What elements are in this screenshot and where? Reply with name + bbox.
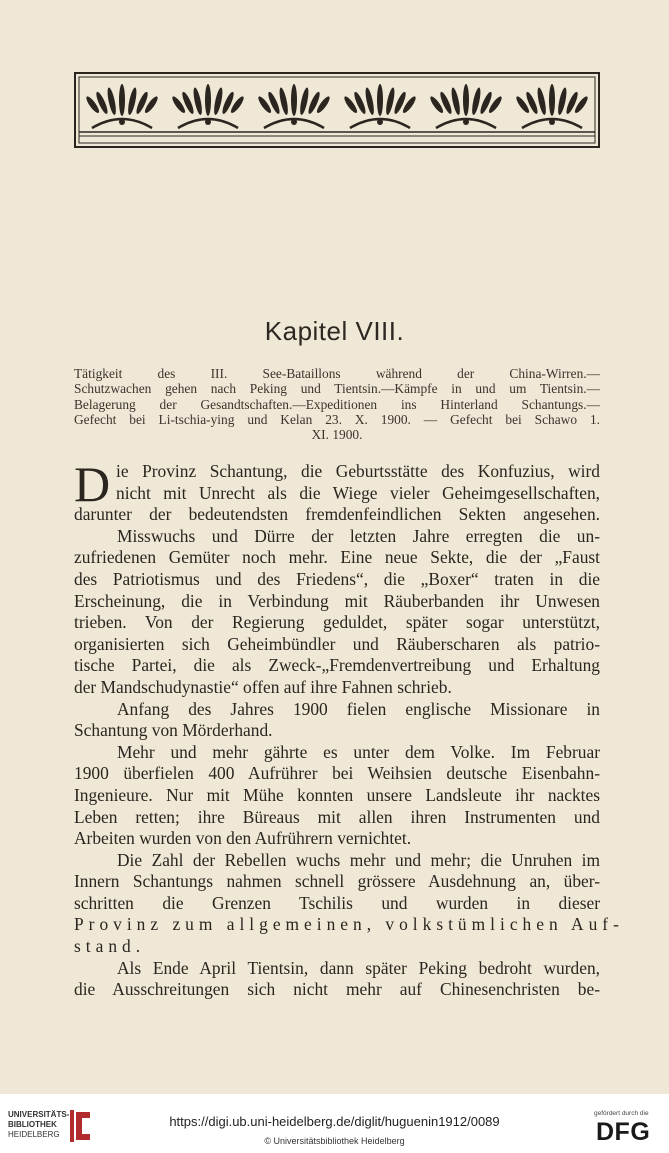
text-line: Erscheinung, die in Verbindung mit Räuberbanden ihr Unwesen	[74, 590, 600, 611]
text-line: des Patriotismus und des Friedens“, die „Boxer“ traten in die	[74, 568, 600, 589]
text-line: stand.	[74, 936, 146, 957]
text-line: Die Zahl der Rebellen wuchs mehr und mehr; die Unruhen im	[117, 849, 600, 870]
text-line: Arbeiten wurden von den Aufrührern vernichtet.	[74, 828, 412, 849]
text-line: darunter der bedeutendsten fremdenfeindlichen Sekten angesehen.	[74, 504, 600, 525]
text-line: schritten die Grenzen Tschilis und wurden in dieser	[74, 892, 600, 913]
summary-line: Schutzwachen gehen nach Peking und Tientsin.—Kämpfe in und um Tientsin.—	[74, 381, 600, 397]
text-line: ie Provinz Schantung, die Geburtsstätte des Konfuzius, wird	[116, 461, 600, 481]
text-line: Schantung von Mörderhand.	[74, 720, 273, 741]
text-line: Ingenieure. Nur mit Mühe konnten unsere Landsleute ihr nacktes	[74, 784, 600, 805]
copyright-notice: © Universitätsbibliothek Heidelberg	[264, 1136, 405, 1146]
text-line: 1900 überfielen 400 Aufrührer bei Weihsien deutsche Eisenbahn-	[74, 763, 600, 784]
text-line: Innern Schantungs nahmen schnell grössere Ausdehnung an, über-	[74, 871, 600, 892]
funded-by-label: gefördert durch die	[594, 1110, 649, 1117]
palmette-ornament	[514, 84, 589, 128]
text-line: zufriedenen Gemüter noch mehr. Eine neue Sekte, die der „Faust	[74, 547, 600, 568]
text-line: Anfang des Jahres 1900 fielen englische Missionare in	[117, 698, 600, 719]
text-line: tische Partei, die als Zweck-„Fremdenvertreibung und Erhaltung	[74, 655, 600, 676]
text-line: Misswuchs und Dürre der letzten Jahre erregten die un-	[117, 525, 600, 546]
palmette-ornament	[170, 84, 245, 128]
permalink-url[interactable]: https://digi.ub.uni-heidelberg.de/diglit/huguenin1912/0089	[169, 1114, 500, 1129]
palmette-ornament	[256, 84, 331, 128]
palmette-ornament	[428, 84, 503, 128]
library-name-line: BIBLIOTHEK	[8, 1120, 57, 1129]
text-line: organisierten sich Geheimbündler und Räuberscharen als patrio-	[74, 633, 600, 654]
summary-line: Gefecht bei Li-tschia-ying und Kelan 23. X. 1900. — Gefecht bei Schawo 1.	[74, 411, 600, 427]
text-line: Leben retten; ihre Büreaus mit allen ihren Instrumenten und	[74, 806, 600, 827]
ornamental-header-band	[74, 72, 600, 148]
text-line: nicht mit Unrecht als die Wiege vieler Geheimgesellschaften,	[116, 482, 600, 503]
palmette-ornament	[342, 84, 417, 128]
text-line: Provinz zum allgemeinen, volkstümlichen Auf-	[74, 914, 624, 935]
dfg-logo: DFG	[596, 1118, 651, 1146]
text-line: der Mandschudynastie“ offen auf ihre Fahnen schrieb.	[74, 676, 452, 697]
palmette-ornament	[84, 84, 159, 128]
text-line: die Ausschreitungen sich nicht mehr auf Chinesenchristen be-	[74, 979, 600, 1000]
text-line: Mehr und mehr gährte es unter dem Volke. Im Februar	[117, 741, 600, 762]
summary-line: Belagerung der Gesandtschaften.—Expeditionen ins Hinterland Schantungs.—	[74, 396, 600, 412]
library-name-line: HEIDELBERG	[8, 1130, 60, 1139]
summary-line: Tätigkeit des III. See-Bataillons während der China-Wirren.—	[74, 366, 600, 381]
library-name-line: UNIVERSITÄTS-	[8, 1110, 70, 1119]
chapter-title: Kapitel VIII.	[264, 316, 405, 346]
text-line: Als Ende April Tientsin, dann später Peking bedroht wurden,	[117, 957, 600, 978]
drop-cap: D	[74, 456, 111, 512]
chapter-summary	[74, 366, 600, 442]
body-text	[74, 456, 624, 1001]
summary-line: XI. 1900.	[311, 427, 363, 443]
text-line: trieben. Von der Regierung geduldet, später sogar unterstützt,	[74, 612, 600, 633]
